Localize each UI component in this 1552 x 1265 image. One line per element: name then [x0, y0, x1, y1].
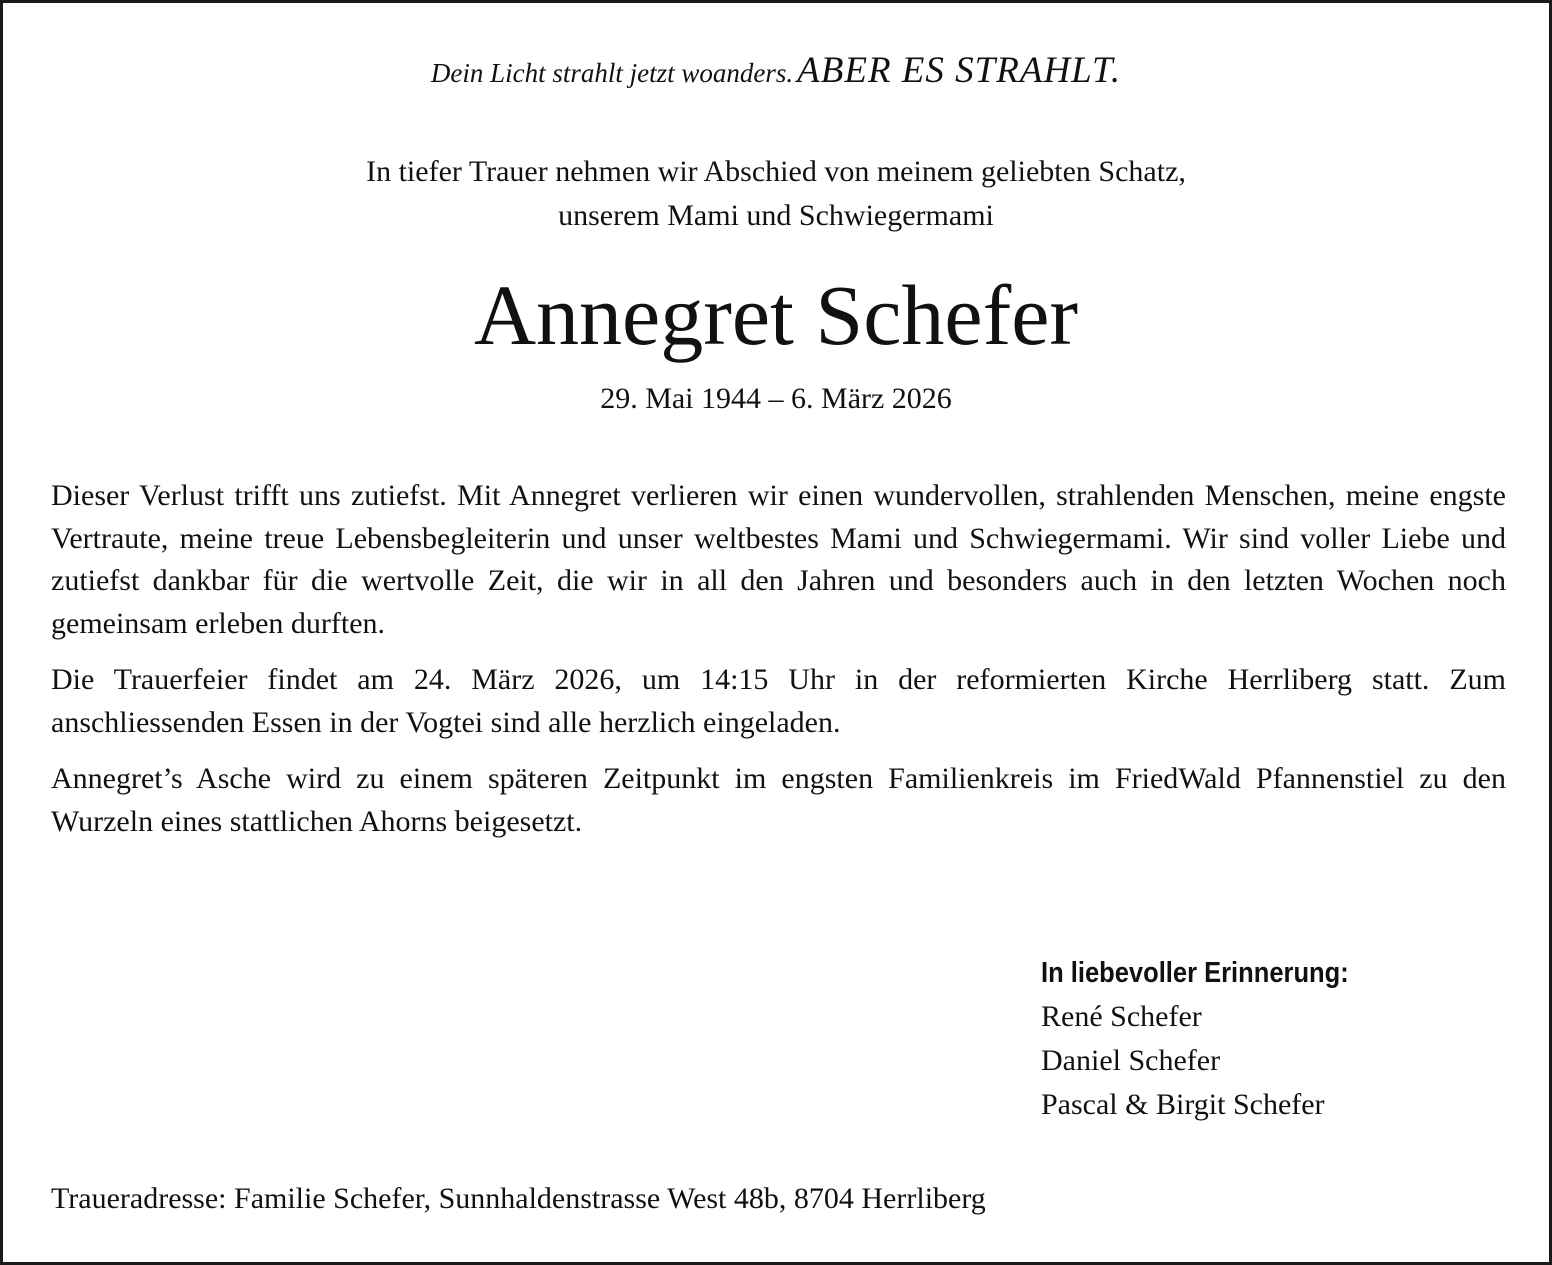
signature-block [1041, 951, 1521, 1127]
intro-line-1: In tiefer Trauer nehmen wir Abschied von meinem geliebten Schatz, [366, 155, 1186, 188]
signature-name: Pascal & Birgit Schefer [1041, 1088, 1325, 1121]
mourning-address: Traueradresse: Familie Schefer, Sunnhaldenstrasse West 48b, 8704 Herrliberg [51, 1182, 986, 1215]
signature-heading: In liebevoller Erinnerung: [1041, 957, 1349, 989]
deceased-name: Annegret Schefer [473, 267, 1079, 363]
intro-line-2: unserem Mami und Schwiegermami [558, 199, 994, 232]
life-dates: 29. Mai 1944 – 6. März 2026 [600, 382, 952, 415]
motto [3, 49, 1549, 100]
body-text [51, 475, 1506, 857]
motto-small-text: Dein Licht strahlt jetzt woanders. [430, 58, 794, 88]
signature-name: René Schefer [1041, 1000, 1202, 1033]
paragraph-burial: Annegret’s Asche wird zu einem späteren Zeitpunkt im engsten Familienkreis im FriedWald Pfannenstiel zu den Wurzeln eines stattlichen Ahorns beigesetzt. [51, 762, 1506, 838]
signature-name: Daniel Schefer [1041, 1044, 1221, 1077]
intro-text [3, 150, 1549, 238]
paragraph-loss: Dieser Verlust trifft uns zutiefst. Mit Annegret verlieren wir einen wundervollen, strahlenden Menschen, meine engste Vertraute, meine treue Lebensbegleiterin und unser weltbestes Mami und Schwiegermami. Wir sind voller Liebe und zutiefst dankbar für die wertvolle Zeit, die wir in all den Jahren und besonders auch in den letzten Wochen noch gemeinsam erleben durften. [51, 479, 1506, 640]
motto-large-text: ABER ES STRAHLT. [797, 50, 1122, 91]
paragraph-funeral: Die Trauerfeier findet am 24. März 2026, um 14:15 Uhr in der reformierten Kirche Herrliberg statt. Zum anschliessenden Essen in der Vogtei sind alle herzlich eingeladen. [51, 663, 1506, 739]
